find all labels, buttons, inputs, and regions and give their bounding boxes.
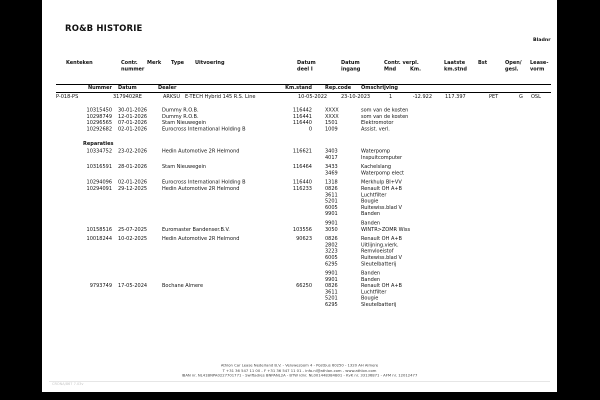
cell-datum: 02-01-2026 (118, 126, 148, 132)
cell-omschrijving: Remvloeistof (361, 248, 394, 255)
cell-repcode: 9901 (325, 220, 338, 226)
cell-datum: 17-05-2024 (118, 283, 148, 289)
cell-nummer: 10334752 (86, 148, 112, 154)
cell-repcode: 6005 (325, 204, 338, 211)
cell-kmstand: 116440 (292, 120, 312, 126)
col-kmstand: Km.stand (285, 85, 312, 91)
cell-kmstand: 66250 (296, 283, 312, 289)
cell-leasevorm: OSL (531, 94, 541, 100)
cell-repcode: 3433 (325, 164, 338, 170)
cell-datum: 07-01-2026 (118, 120, 148, 126)
col-lease-2: vorm (530, 66, 545, 72)
divider-bottom (56, 92, 551, 93)
cell-repcode: 3611 (325, 289, 338, 295)
col-uitvoering: Uitvoering (195, 60, 225, 66)
cell-kmstand: 103556 (292, 226, 312, 233)
col-laatste-2: km.stnd (444, 66, 467, 72)
document-page (42, 0, 557, 392)
cell-nummer: 10298749 (86, 113, 112, 120)
col-dealer: Dealer (158, 85, 177, 91)
cell-kmstand: 0 (308, 126, 312, 132)
cell-dealer: Stam Nieuwegein (162, 120, 207, 126)
col-datum-deel1: Datum (297, 60, 316, 66)
cell-dealer: Stam Nieuwegein (162, 164, 207, 170)
cell-nummer: 10158516 (86, 226, 112, 233)
cell-repcode: 3611 (325, 192, 338, 198)
cell-repcode: 6005 (325, 254, 338, 261)
cell-uitvoering: E-TECH Hybrid 145 R.S. Line (185, 94, 256, 100)
cell-kmstand: 116621 (292, 148, 312, 154)
cell-bst: PET (489, 94, 499, 100)
bladnr-label: Bladnr (533, 37, 551, 43)
repair-row (42, 211, 557, 217)
cell-kmstand: 116441 (292, 113, 312, 120)
col-datum-deel1-2: deel I (297, 66, 313, 72)
cell-omschrijving: Sleutelbatterij (361, 261, 397, 267)
rob-row (42, 126, 557, 132)
cell-dealer: Hedin Automotive 2R Helmond (162, 148, 240, 154)
col-mnd: Mnd (384, 66, 397, 72)
cell-omschrijving: WINTR>ZOMR Wiss (361, 226, 411, 233)
cell-omschrijving: Renault OH A+B (361, 185, 402, 192)
col-omschrijving: Omschrijving (361, 85, 398, 91)
col-datum: Datum (118, 85, 137, 91)
cell-omschrijving: Ruitewiss.blad V (361, 254, 402, 261)
cell-verpl-mnd: 1 (389, 94, 393, 100)
cell-repcode: 5201 (325, 198, 338, 205)
cell-repcode: 0826 (325, 236, 338, 242)
cell-omschrijving: Uitlijning.vierk. (361, 242, 399, 248)
cell-kmstand: 116440 (292, 179, 312, 186)
repair-row (42, 302, 557, 308)
cell-repcode: 0826 (325, 185, 338, 192)
cell-dealer: Bochane Almere (162, 283, 204, 289)
cell-dealer: Euromaster Bandenser.B.V. (162, 226, 230, 233)
cell-dealer: Dummy R.O.B. (162, 107, 199, 113)
cell-repcode: 3469 (325, 170, 338, 176)
cell-datum: 12-01-2026 (118, 113, 148, 120)
col-datum-ingang: Datum (341, 60, 360, 66)
cell-omschrijving: Bougie (361, 198, 379, 205)
cell-datum-ingang: 23-10-2023 (341, 94, 371, 100)
repair-row (42, 155, 557, 161)
repair-rows (42, 149, 557, 309)
col-contr-2: nummer (121, 66, 145, 72)
col-nummer: Nummer (87, 85, 112, 91)
footer-bank: IBAN nr. NL41BNPA0227701771 - Swiftadres BNPANL2A - BTW idnr. NL001448384B01 - KvK nr. 33136871 - AFM nr. 12012477 (181, 372, 418, 378)
cell-nummer: 10315450 (86, 107, 112, 113)
cell-nummer: 10294096 (86, 179, 112, 186)
cell-omschrijving: Inspuitcomputer (361, 154, 403, 161)
cell-omschrijving: Kachelslang (361, 164, 392, 170)
cell-repcode: 5201 (325, 295, 338, 302)
cell-omschrijving: Bougie (361, 295, 379, 302)
cell-omschrijving: Renault OH A+B (361, 283, 402, 289)
cell-nummer: 10292682 (86, 126, 112, 132)
cell-datum: 10-02-2025 (118, 236, 148, 242)
cell-omschrijving: Luchtfilter (361, 192, 387, 198)
cell-omschrijving: Sleutelbatterij (361, 302, 397, 308)
cell-omschrijving: Assist. verl. (361, 126, 390, 132)
cell-datum: 29-12-2025 (118, 185, 148, 192)
cell-repcode: XXXX (325, 107, 339, 113)
cell-datum: 28-01-2026 (118, 164, 148, 170)
col-type: Type (171, 60, 185, 66)
cell-repcode: 1501 (325, 120, 338, 126)
cell-dealer: Hedin Automotive 2R Helmond (162, 236, 240, 242)
repair-row (42, 170, 557, 176)
col-open: Open/ (505, 60, 522, 66)
subheader-row (42, 85, 557, 91)
cell-dealer: Eurocross International Holding B (162, 126, 246, 132)
col-merk: Merk (147, 60, 162, 66)
cell-repcode: 6295 (325, 302, 338, 308)
cell-repcode: 9901 (325, 211, 338, 217)
cell-repcode: 3223 (325, 248, 338, 255)
col-bst: Bst (478, 60, 488, 66)
cell-omschrijving: som van de kosten (361, 107, 409, 113)
cell-repcode: 1318 (325, 179, 338, 186)
reparaties-heading: Reparaties (83, 141, 114, 147)
rob-rows (42, 108, 557, 133)
cell-omschrijving: Banden (361, 211, 381, 217)
footer-contact: T +31 36 547 11 00 - F +31 36 547 11 01 - info.nl@athlon.com - www.athlon.com (222, 368, 377, 373)
cell-omschrijving: som van de kosten (361, 113, 409, 120)
contract-row (42, 94, 557, 100)
cell-omschrijving: Waterpomp (361, 148, 391, 154)
cell-dealer: Dummy R.O.B. (162, 113, 199, 120)
col-lease: Lease- (530, 60, 549, 66)
page-title: RO&B HISTORIE (65, 23, 143, 34)
cell-datum: 23-02-2026 (118, 148, 148, 154)
cell-omschrijving: Banden (361, 276, 381, 283)
cell-repcode: 2802 (325, 242, 338, 248)
cell-omschrijving: Ruitewiss.blad V (361, 204, 402, 211)
cell-repcode: 3403 (325, 148, 338, 154)
col-datum-ingang-2: ingang (341, 66, 361, 72)
cell-datum-deel1: 10-05-2022 (298, 94, 328, 100)
cell-kmstand: 116442 (292, 107, 312, 113)
form-version: CRONA/867 7.03v (52, 382, 84, 386)
cell-repcode: 9901 (325, 270, 338, 277)
cell-omschrijving: Renault OH A+B (361, 236, 402, 242)
cell-verpl-km: -12.922 (412, 94, 432, 100)
cell-merk: ARKSU (163, 94, 181, 100)
cell-omschrijving: Waterpomp elect (361, 170, 404, 176)
col-repcode: Rep.code (325, 85, 352, 91)
cell-open-gesl: G (519, 94, 523, 100)
col-km: Km. (410, 66, 421, 72)
cell-kmstand: 90623 (296, 236, 312, 242)
cell-repcode: 3050 (325, 226, 338, 233)
cell-dealer: Eurocross International Holding B (162, 179, 246, 186)
col-laatste: Laatste (444, 60, 466, 66)
cell-laatste-kmstnd: 117.397 (445, 94, 466, 100)
cell-repcode: 0826 (325, 283, 338, 289)
cell-nummer: 10018244 (86, 236, 112, 242)
footer-rule (49, 381, 550, 382)
col-contr: Contr. (121, 60, 138, 66)
repair-row (42, 261, 557, 267)
cell-kmstand: 116233 (292, 185, 312, 192)
cell-omschrijving: Elektromotor (361, 120, 394, 126)
cell-omschrijving: Banden (361, 220, 381, 226)
cell-nummer: 10296565 (86, 120, 112, 126)
cell-repcode: XXXX (325, 113, 339, 120)
cell-omschrijving: Luchtfilter (361, 289, 387, 295)
repair-row (42, 227, 557, 233)
cell-nummer: 10294091 (86, 185, 112, 192)
cell-omschrijving: Banden (361, 270, 381, 277)
cell-kenteken: P-018-PS (56, 94, 79, 100)
footer-address: Athlon Car Lease Nederland B.V. - Veluwezoom 4 - Postbus 60250 - 1320 AH Almere (220, 363, 379, 368)
cell-datum: 25-07-2025 (118, 226, 148, 233)
cell-nummer: 9793749 (89, 283, 112, 289)
cell-nummer: 10316591 (86, 164, 112, 170)
cell-repcode: 9901 (325, 276, 338, 283)
cell-kmstand: 116464 (292, 164, 312, 170)
cell-dealer: Hedin Automotive 2R Helmond (162, 185, 240, 192)
cell-datum: 02-01-2026 (118, 179, 148, 186)
col-open-2: gesl. (505, 66, 519, 72)
cell-contr-nummer: 3179402RE (113, 94, 142, 100)
cell-omschrijving: Merkhulp BI+VV (361, 179, 402, 186)
cell-repcode: 1009 (325, 126, 338, 132)
cell-repcode: 4017 (325, 154, 338, 161)
col-kenteken: Kenteken (66, 60, 93, 66)
cell-datum: 30-01-2026 (118, 107, 148, 113)
cell-repcode: 6295 (325, 261, 338, 267)
col-contr-verpl: Contr. verpl. (384, 60, 419, 66)
